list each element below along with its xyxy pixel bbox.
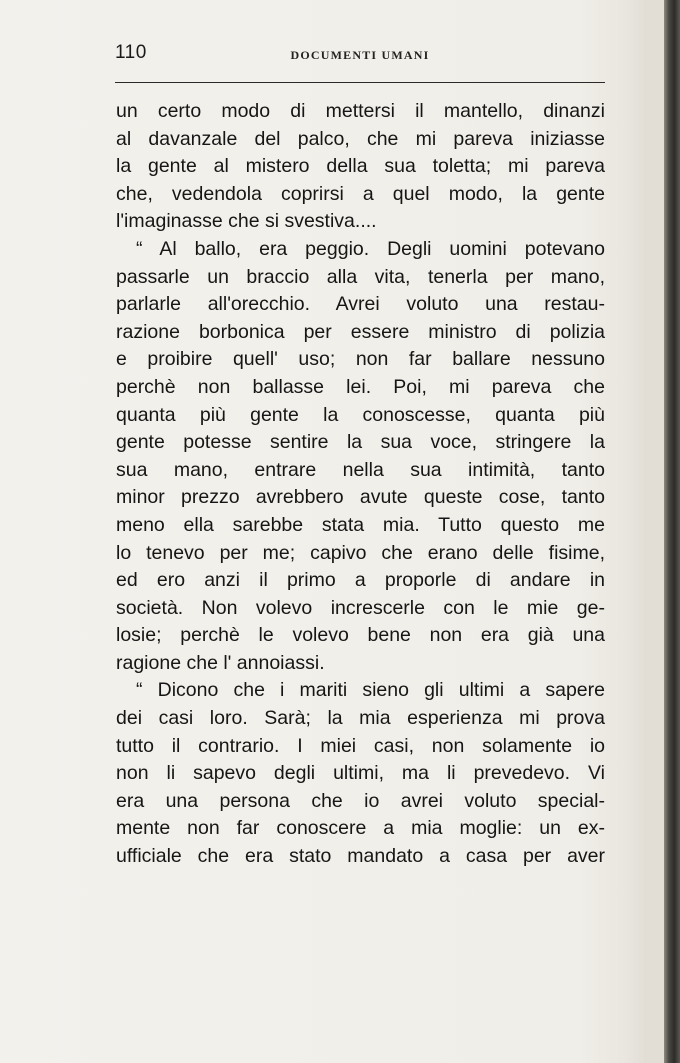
text-line: ufficiale che era stato mandato a casa per aver bbox=[116, 845, 605, 868]
text-line: dei casi loro. Sarà; la mia esperienza mi prova bbox=[116, 707, 605, 730]
text-line: lo tenevo per me; capivo che erano delle fisime, bbox=[116, 541, 605, 564]
text-line: al davanzale del palco, che mi pareva iniziasse bbox=[116, 127, 605, 150]
text-line: quanta più gente la conoscesse, quanta più bbox=[116, 403, 605, 426]
text-line: e proibire quell' uso; non far ballare nessuno bbox=[116, 348, 605, 371]
text-line: era una persona che io avrei voluto special- bbox=[116, 789, 605, 812]
text-line: un certo modo di mettersi il mantello, dinanzi bbox=[116, 100, 605, 122]
text-line: che, vedendola coprirsi a quel modo, la gente bbox=[116, 182, 605, 205]
text-line: minor prezzo avrebbero avute queste cose, tanto bbox=[116, 486, 605, 509]
page-header bbox=[115, 42, 605, 70]
text-line: l'imaginasse che si svestiva.... bbox=[116, 210, 377, 233]
text-line: società. Non volevo increscerle con le mie ge- bbox=[116, 596, 605, 619]
text-line: passarle un braccio alla vita, tenerla per mano, bbox=[116, 265, 605, 288]
text-line: tutto il contrario. I miei casi, non solamente io bbox=[116, 734, 605, 757]
text-line: “ Al ballo, era peggio. Degli uomini potevano bbox=[136, 237, 605, 260]
page-number: 110 bbox=[115, 42, 147, 63]
text-line: ragione che l' annoiassi. bbox=[116, 651, 325, 674]
running-title: DOCUMENTI UMANI bbox=[290, 48, 430, 62]
text-line: mente non far conoscere a mia moglie: un ex- bbox=[116, 817, 605, 840]
text-line: parlarle all'orecchio. Avrei voluto una restau- bbox=[116, 293, 605, 316]
text-line: perchè non ballasse lei. Poi, mi pareva che bbox=[116, 375, 605, 398]
text-line: meno ella sarebbe stata mia. Tutto questo me bbox=[116, 513, 605, 536]
text-line: non li sapevo degli ultimi, ma li prevedevo. Vi bbox=[116, 762, 605, 785]
header-rule bbox=[115, 82, 605, 83]
text-line: losie; perchè le volevo bene non era già una bbox=[116, 624, 605, 647]
text-line: sua mano, entrare nella sua intimità, tanto bbox=[116, 458, 605, 481]
text-line: la gente al mistero della sua toletta; mi pareva bbox=[116, 155, 605, 178]
text-line: “ Dicono che i mariti sieno gli ultimi a sapere bbox=[136, 679, 605, 702]
page-binding-edge bbox=[664, 0, 680, 1063]
body-text bbox=[116, 98, 605, 871]
text-line: gente potesse sentire la sua voce, stringere la bbox=[116, 431, 605, 454]
text-line: ed ero anzi il primo a proporle di andare in bbox=[116, 569, 605, 592]
text-line: razione borbonica per essere ministro di polizia bbox=[116, 320, 605, 343]
